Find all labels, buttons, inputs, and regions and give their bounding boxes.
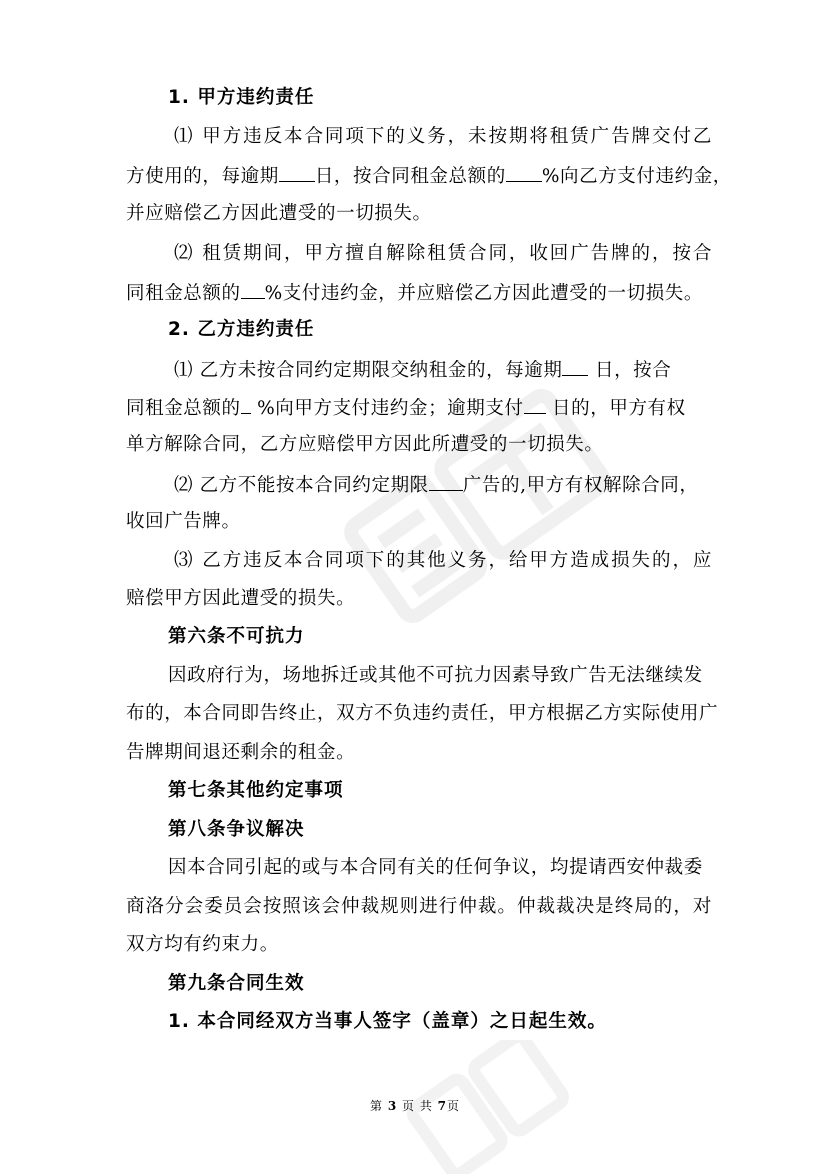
clause-b1-line2-mid: %向甲方支付违约金；逾期支付 (250, 398, 524, 419)
clause-a2-line1: ⑵ 租赁期间，甲方擅自解除租赁合同，收回广告牌的，按合 (174, 243, 712, 264)
clause-b1-line2-pre: 同租金总额的 (126, 398, 241, 419)
clause-a1-line2 (126, 163, 732, 189)
heading-article-7: 第七条其他约定事项 (168, 780, 344, 801)
clause-a2-line2-pre: 同租金总额的 (126, 283, 241, 304)
clause-a1-line2-pre: 方使用的，每逾期 (126, 166, 279, 187)
clause-a1-line2-post: %向乙方支付违约金， (541, 166, 732, 187)
article6-line1: 因政府行为，场地拆迁或其他不可抗力因素导致广告无法继续发 (168, 665, 703, 686)
clause-a1-line2-mid: 日，按合同租金总额的 (314, 166, 506, 187)
page-footer (0, 1097, 830, 1114)
clause-a1-line1: ⑴ 甲方违反本合同项下的义务，未按期将租赁广告牌交付乙 (174, 126, 712, 147)
clause-b3-line2: 赔偿甲方因此遭受的损失。 (126, 588, 356, 609)
heading-article-9: 第九条合同生效 (168, 973, 305, 994)
blank-period-b2 (429, 472, 463, 491)
clause-b1-line2 (126, 395, 686, 421)
footer-current-page: 3 (387, 1099, 398, 1113)
clause-b2-line2: 收回广告牌。 (126, 511, 241, 532)
clause-a2-line2-post: %支付违约金，并应赔偿乙方因此遭受的一切损失。 (264, 283, 703, 304)
clause-b1-line1-pre: ⑴ 乙方未按合同约定期限交纳租金的，每逾期 (174, 360, 563, 381)
watermark-logo (300, 330, 660, 690)
blank-percent-b1 (241, 395, 251, 414)
heading-party-b-breach: 2. 乙方违约责任 (168, 319, 315, 340)
footer-mid: 页 共 (402, 1099, 433, 1113)
article6-line2: 布的，本合同即告终止，双方不负违约责任，甲方根据乙方实际使用广 (126, 703, 719, 724)
clause-b2-line1-pre: ⑵ 乙方不能按本合同约定期限 (174, 475, 429, 496)
heading-article-8: 第八条争议解决 (168, 819, 305, 840)
clause-b1-line1 (174, 357, 671, 383)
clause-b1-line3: 单方解除合同，乙方应赔偿甲方因此所遭受的一切损失。 (126, 434, 604, 455)
clause-b2-line1-post: 广告的,甲方有权解除合同， (462, 475, 699, 496)
clause-b3-line1: ⑶ 乙方违反本合同项下的其他义务，给甲方造成损失的，应 (174, 550, 712, 571)
article8-line3: 双方均有约束力。 (126, 934, 279, 955)
clause-b1-line1-post: 日，按合 (588, 360, 672, 381)
footer-prefix: 第 (369, 1099, 383, 1113)
clause-a1-line3: 并应赔偿乙方因此遭受的一切损失。 (126, 203, 432, 224)
blank-days-b1 (562, 357, 588, 376)
article8-line1: 因本合同引起的或与本合同有关的任何争议，均提请西安仲裁委 (168, 857, 703, 878)
blank-percent-a1 (506, 163, 542, 182)
article9-item1: 1. 本合同经双方当事人签字（盖章）之日起生效。 (168, 1011, 607, 1032)
footer-total-pages: 7 (437, 1099, 448, 1113)
footer-suffix: 页 (447, 1099, 461, 1113)
blank-days-a1 (279, 163, 315, 182)
blank-days-overdue-b1 (524, 395, 546, 414)
clause-a2-line2 (126, 280, 703, 306)
heading-article-6: 第六条不可抗力 (168, 626, 305, 647)
heading-party-a-breach: 1. 甲方违约责任 (168, 87, 315, 108)
article8-line2: 商洛分会委员会按照该会仲裁规则进行仲裁。仲裁裁决是终局的，对 (126, 896, 712, 917)
clause-b1-line2-post: 日的，甲方有权 (545, 398, 686, 419)
blank-percent-a2 (241, 280, 265, 299)
clause-b2-line1 (174, 472, 698, 498)
article6-line3: 告牌期间退还剩余的租金。 (126, 742, 356, 763)
